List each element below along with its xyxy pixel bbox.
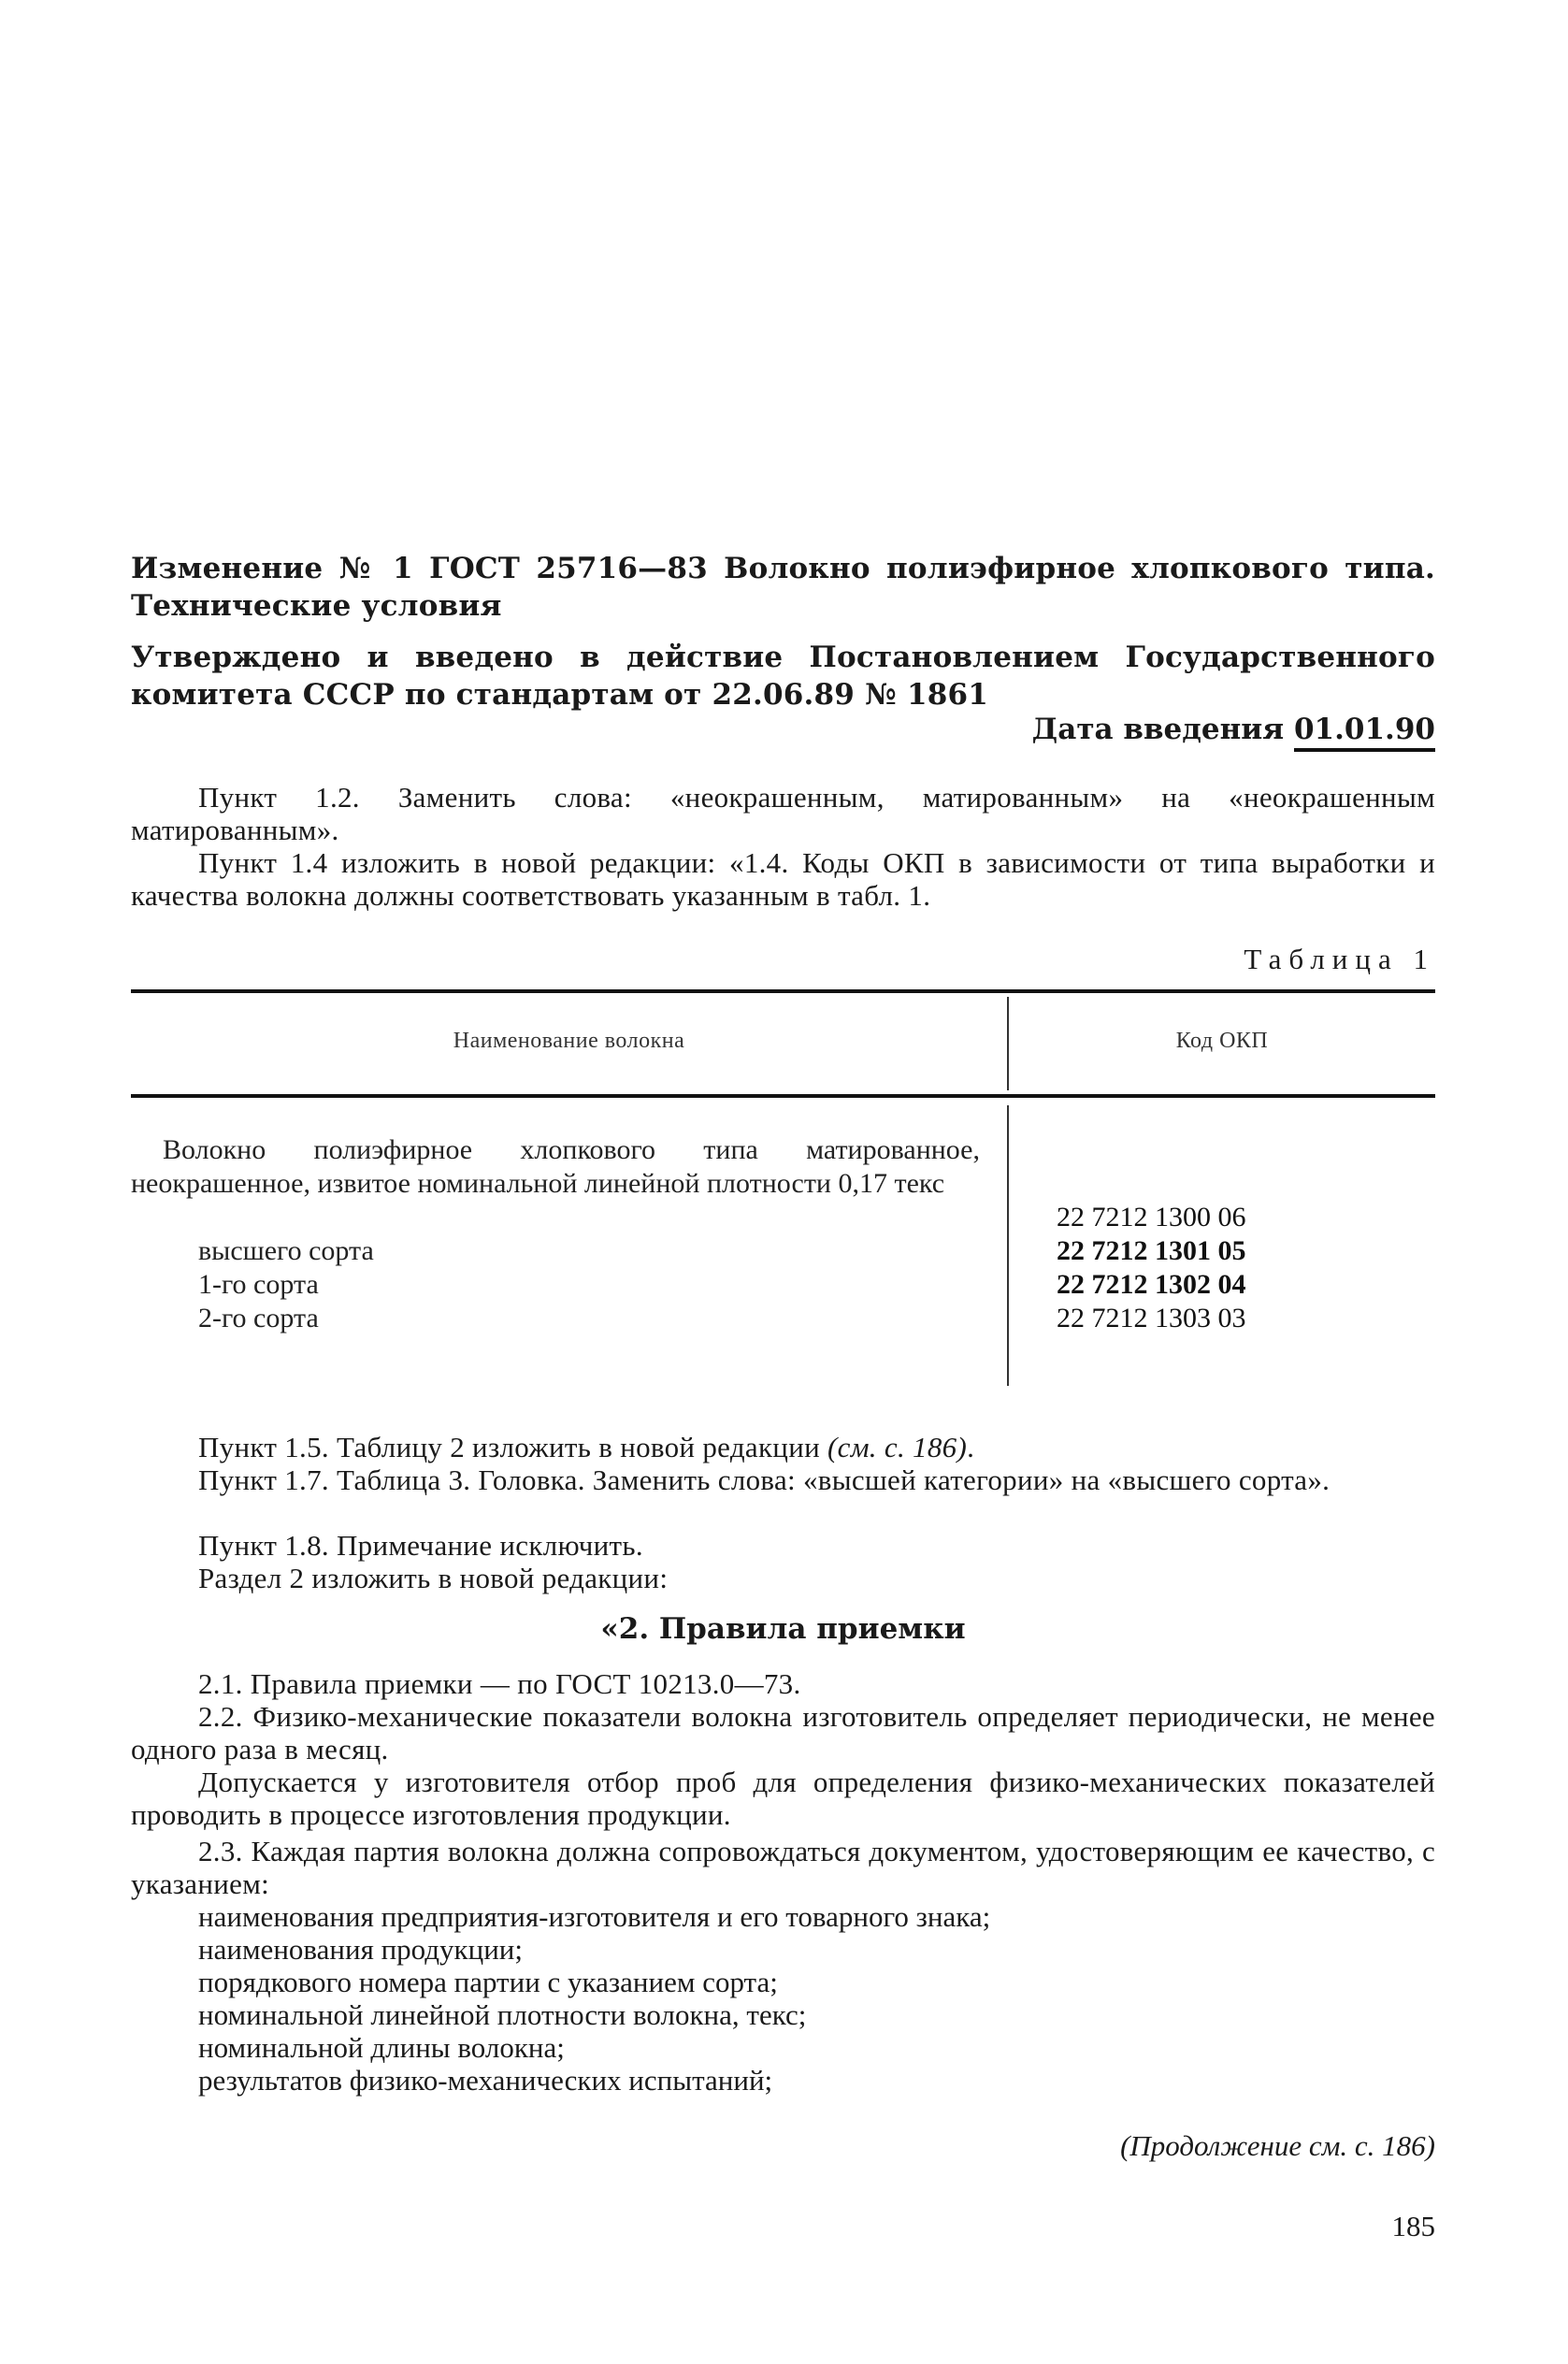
table-codes-column: [1057, 1201, 1246, 1335]
table-caption: Таблица 1: [1244, 943, 1435, 975]
list-item: результатов физико-механических испытаний;: [198, 2064, 773, 2097]
document-requirements-list: [131, 1900, 1435, 2097]
section-2-title: «2. Правила приемки: [600, 1612, 966, 1646]
document-title: Изменение № 1 ГОСТ 25716—83 Волокно полиэфирное хлопкового типа. Технические условия: [131, 552, 1435, 623]
table-row-code: 22 7212 1303 03: [1057, 1303, 1246, 1333]
list-item: порядкового номера партии с указанием сорта;: [198, 1966, 778, 1998]
paragraph-1-5: [131, 1431, 1435, 1463]
paragraph-1-5-text: Пункт 1.5. Таблицу 2 изложить в новой редакции: [198, 1431, 828, 1463]
table-body-divider: [1007, 1105, 1009, 1386]
table-row-name: высшего сорта: [198, 1235, 374, 1266]
paragraph-2-2: 2.2. Физико-механические показатели волокна изготовитель определяет периодически, не менее одного раза в месяц.: [131, 1700, 1435, 1766]
table-row-code: 22 7212 1302 04: [1057, 1269, 1246, 1300]
table-header-rule: [131, 1094, 1435, 1098]
table-row-name: 1-го сорта: [198, 1269, 319, 1300]
list-item: наименования предприятия-изготовителя и его товарного знака;: [198, 1900, 991, 1933]
effective-date: [131, 711, 1435, 748]
paragraph-2-3: 2.3. Каждая партия волокна должна сопровождаться документом, удостоверяющим ее качество, с указанием:: [131, 1835, 1435, 1900]
paragraph-1-2: Пункт 1.2. Заменить слова: «неокрашенным, матированным» на «неокрашенным матированным».: [131, 781, 1435, 846]
table-row-code: 22 7212 1301 05: [1057, 1235, 1246, 1266]
page-number: 185: [1391, 2210, 1435, 2242]
table-row-code: 22 7212 1300 06: [1057, 1202, 1246, 1232]
effective-date-label: Дата введения: [1031, 713, 1294, 746]
table-header-code: Код ОКП: [1175, 1029, 1269, 1053]
paragraph-1-8: Пункт 1.8. Примечание исключить.: [198, 1529, 643, 1562]
paragraph-2-2-note: Допускается у изготовителя отбор проб для определения физико-механических показателей проводить в процессе изготовления продукции.: [131, 1766, 1435, 1831]
continuation-note: (Продолжение см. с. 186): [1120, 2129, 1435, 2162]
paragraph-1-5-end: .: [967, 1431, 975, 1463]
paragraph-1-4: Пункт 1.4 изложить в новой редакции: «1.4. Коды ОКП в зависимости от типа выработки и качества волокна должны соответствовать указанным в табл. 1.: [131, 846, 1435, 912]
list-item: номинальной линейной плотности волокна, текс;: [198, 1998, 807, 2031]
list-item: наименования продукции;: [198, 1933, 523, 1966]
effective-date-value: 01.01.90: [1294, 713, 1435, 752]
table-fiber-description: Волокно полиэфирное хлопкового типа матированное, неокрашенное, извитое номинальной линейной плотности 0,17 текс: [131, 1134, 980, 1199]
table-header-name: Наименование волокна: [453, 1029, 685, 1053]
table-top-rule: [131, 989, 1435, 993]
paragraph-2-1: 2.1. Правила приемки — по ГОСТ 10213.0—73.: [198, 1667, 801, 1700]
table-row-name: 2-го сорта: [198, 1303, 319, 1333]
approval-statement: Утверждено и введено в действие Постановлением Государственного комитета СССР по стандартам от 22.06.89 № 1861: [131, 641, 1435, 712]
page-reference: (см. с. 186): [827, 1431, 968, 1463]
paragraph-1-7: Пункт 1.7. Таблица 3. Головка. Заменить слова: «высшей категории» на «высшего сорта».: [198, 1463, 1331, 1496]
list-item: номинальной длины волокна;: [198, 2031, 565, 2064]
section-2-intro: Раздел 2 изложить в новой редакции:: [198, 1562, 669, 1594]
